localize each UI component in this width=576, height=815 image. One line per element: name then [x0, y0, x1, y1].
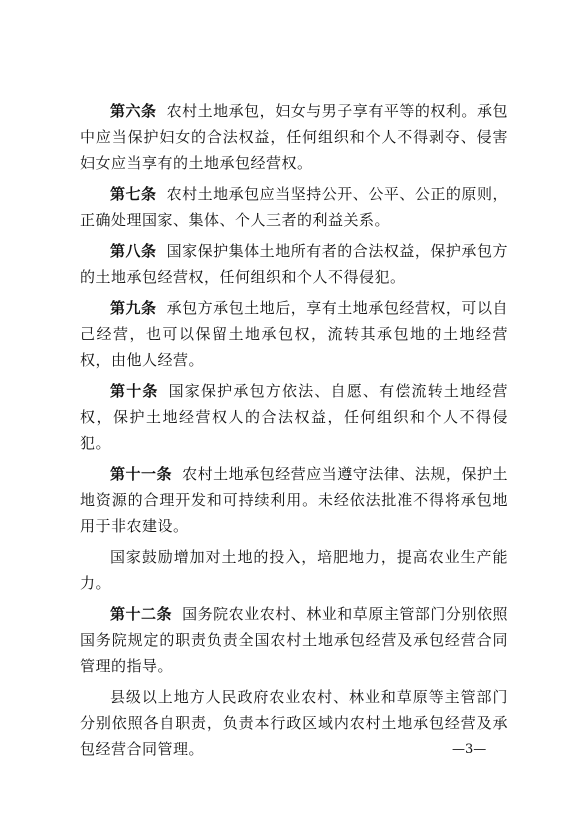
- article-text: 国家保护承包方依法、自愿、有偿流转土地经营权，保护土地经营权人的合法权益，任何组织和个人不得侵犯。: [80, 382, 508, 452]
- article-text: 承包方承包土地后，享有土地承包经营权，可以自己经营，也可以保留土地承包权，流转其承包地的土地经营权，由他人经营。: [80, 299, 508, 369]
- document-body: [80, 98, 508, 762]
- article-12-paragraph: [80, 601, 508, 679]
- article-7-paragraph: [80, 181, 508, 233]
- article-11-paragraph: [80, 461, 508, 539]
- article-heading: 第十一条: [110, 465, 173, 483]
- article-text: 农村土地承包应当坚持公开、公平、公正的原则，正确处理国家、集体、个人三者的利益关系。: [80, 185, 508, 229]
- article-heading: 第八条: [110, 242, 157, 260]
- article-text: 农村土地承包，妇女与男子享有平等的权利。承包中应当保护妇女的合法权益，任何组织和个人不得剥夺、侵害妇女应当享有的土地承包经营权。: [80, 102, 508, 172]
- article-heading: 第七条: [110, 185, 157, 203]
- article-8-paragraph: [80, 238, 508, 290]
- article-11-continuation: [80, 544, 508, 596]
- article-text: 国务院农业农村、林业和草原主管部门分别依照国务院规定的职责负责全国农村土地承包经营及承包经营合同管理的指导。: [80, 605, 508, 675]
- article-heading: 第六条: [110, 102, 157, 120]
- article-9-paragraph: [80, 295, 508, 373]
- article-6-paragraph: [80, 98, 508, 176]
- article-text: 县级以上地方人民政府农业农村、林业和草原等主管部门分别依照各自职责，负责本行政区域内农村土地承包经营及承包经营合同管理。: [80, 688, 508, 758]
- page-number: —3—: [452, 742, 487, 757]
- article-text: 国家鼓励增加对土地的投入，培肥地力，提高农业生产能力。: [80, 548, 508, 592]
- article-heading: 第九条: [110, 299, 157, 317]
- article-10-paragraph: [80, 378, 508, 456]
- article-12-continuation: [80, 684, 508, 762]
- article-heading: 第十二条: [110, 605, 173, 623]
- article-heading: 第十条: [110, 382, 159, 400]
- article-text: 农村土地承包经营应当遵守法律、法规，保护土地资源的合理开发和可持续利用。未经依法批准不得将承包地用于非农建设。: [80, 465, 508, 535]
- article-text: 国家保护集体土地所有者的合法权益，保护承包方的土地承包经营权，任何组织和个人不得侵犯。: [80, 242, 508, 286]
